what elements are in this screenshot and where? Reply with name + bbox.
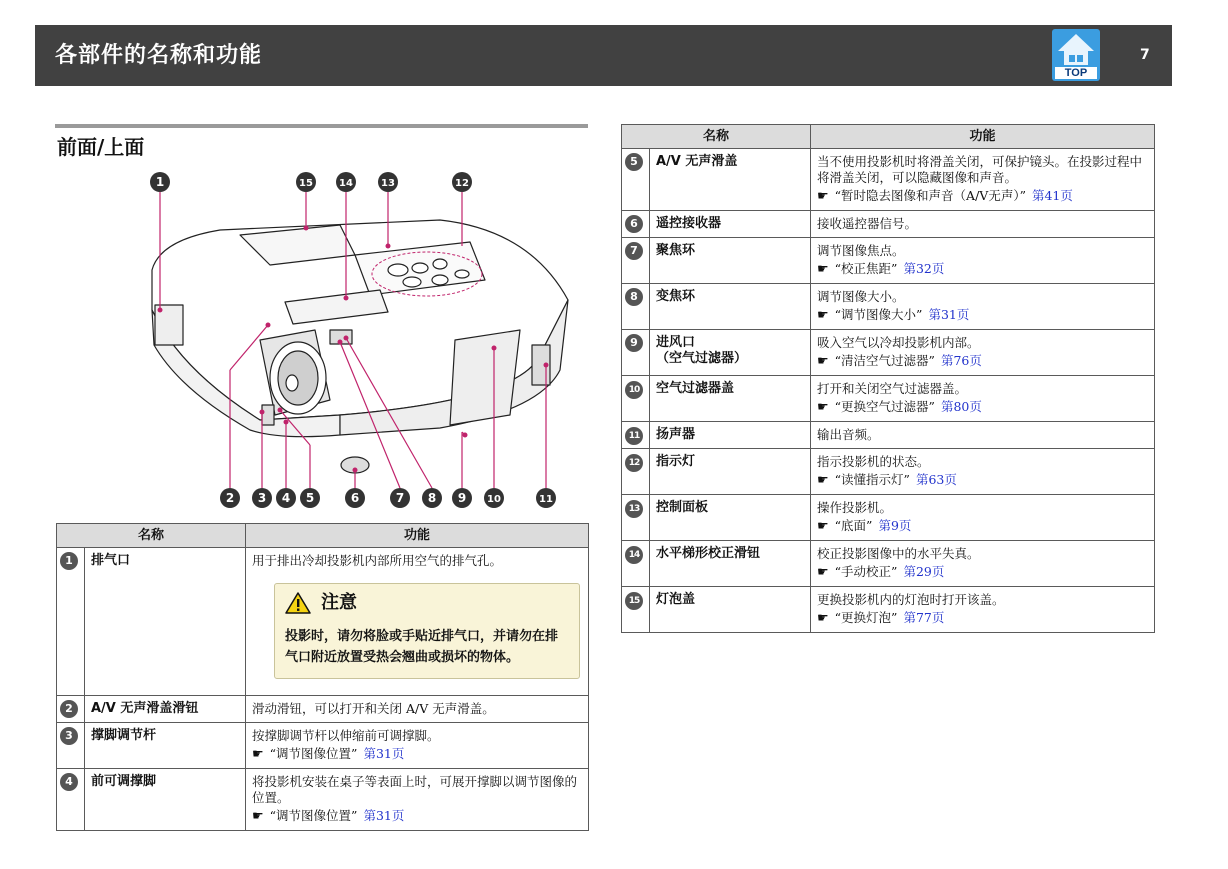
row-number: 8	[625, 288, 643, 306]
part-description: 调节图像焦点。	[817, 243, 905, 258]
caution-text: 投影时，请勿将脸或手贴近排气口，并请勿在排气口附近放置受热会翘曲或损坏的物体。	[285, 629, 559, 665]
caution-box	[274, 583, 580, 679]
table-row	[622, 330, 1155, 376]
page-link[interactable]: 第80页	[940, 399, 982, 414]
pointing-hand-icon: ☛	[817, 565, 829, 580]
column-header-function: 功能	[246, 524, 589, 548]
page-number: 7	[1140, 47, 1150, 63]
row-number: 7	[625, 242, 643, 260]
part-description: 滑动滑钮，可以打开和关闭 A/V 无声滑盖。	[252, 701, 495, 716]
reference-text: “更换空气过滤器”	[834, 399, 935, 414]
section-rule	[55, 124, 588, 128]
page-link[interactable]: 第63页	[915, 472, 957, 487]
table-row	[622, 211, 1155, 238]
pointing-hand-icon: ☛	[817, 519, 829, 534]
part-description: 更换投影机内的灯泡时打开该盖。	[817, 592, 1005, 607]
caution-title: 注意	[321, 592, 357, 613]
part-name: A/V 无声滑盖	[650, 149, 811, 211]
reference-text: “底面”	[834, 518, 873, 533]
part-description: 输出音频。	[817, 427, 880, 442]
callout-11: 11	[539, 494, 553, 505]
part-name: 控制面板	[650, 495, 811, 541]
row-number: 14	[625, 546, 643, 564]
table-row	[622, 284, 1155, 330]
callout-7: 7	[395, 491, 405, 505]
warning-icon	[285, 592, 311, 614]
pointing-hand-icon: ☛	[817, 611, 829, 626]
reference-text: “调节图像位置”	[269, 808, 358, 823]
part-name: 指示灯	[650, 449, 811, 495]
row-number: 4	[60, 773, 78, 791]
page-link[interactable]: 第32页	[903, 261, 945, 276]
part-name: 空气过滤器盖	[650, 376, 811, 422]
reference-text: “调节图像大小”	[834, 307, 923, 322]
row-number: 3	[60, 727, 78, 745]
projector-diagram	[140, 170, 570, 510]
part-description: 指示投影机的状态。	[817, 454, 930, 469]
top-label: TOP	[1064, 67, 1088, 79]
row-number: 13	[625, 500, 643, 518]
table-row	[57, 548, 589, 696]
callout-6: 6	[350, 491, 360, 505]
callout-13: 13	[381, 178, 395, 189]
pointing-hand-icon: ☛	[817, 473, 829, 488]
part-description: 接收遥控器信号。	[817, 216, 918, 231]
reference-text: “手动校正”	[834, 564, 898, 579]
part-name: A/V 无声滑盖滑钮	[85, 696, 246, 723]
part-name: 变焦环	[650, 284, 811, 330]
part-description: 按撑脚调节杆以伸缩前可调撑脚。	[252, 728, 440, 743]
part-name: 前可调撑脚	[85, 769, 246, 831]
part-name: 聚焦环	[650, 238, 811, 284]
part-name: 进风口	[656, 335, 696, 350]
callout-2: 2	[225, 491, 235, 505]
table-row	[57, 723, 589, 769]
column-header-name: 名称	[622, 125, 811, 149]
right-parts-table	[621, 124, 1155, 633]
page-link[interactable]: 第9页	[878, 518, 912, 533]
row-number: 6	[625, 215, 643, 233]
table-row	[622, 149, 1155, 211]
page-link[interactable]: 第31页	[928, 307, 970, 322]
callout-9: 9	[457, 491, 467, 505]
reference-text: “校正焦距”	[834, 261, 898, 276]
row-number: 2	[60, 700, 78, 718]
pointing-hand-icon: ☛	[817, 262, 829, 277]
reference-text: “读懂指示灯”	[834, 472, 910, 487]
page-title: 各部件的名称和功能	[55, 43, 263, 68]
pointing-hand-icon: ☛	[252, 747, 264, 762]
pointing-hand-icon: ☛	[252, 809, 264, 824]
page-link[interactable]: 第31页	[363, 808, 405, 823]
part-description: 打开和关闭空气过滤器盖。	[817, 381, 968, 396]
table-row	[57, 696, 589, 723]
part-description: 吸入空气以冷却投影机内部。	[817, 335, 980, 350]
page-link[interactable]: 第29页	[903, 564, 945, 579]
part-name: 排气口	[85, 548, 246, 696]
callout-3: 3	[257, 491, 267, 505]
table-row	[57, 769, 589, 831]
part-name: 水平梯形校正滑钮	[650, 541, 811, 587]
part-name: 扬声器	[650, 422, 811, 449]
pointing-hand-icon: ☛	[817, 354, 829, 369]
page-link[interactable]: 第31页	[363, 746, 405, 761]
page-link[interactable]: 第76页	[940, 353, 982, 368]
section-title: 前面/上面	[57, 135, 145, 159]
table-row	[622, 449, 1155, 495]
pointing-hand-icon: ☛	[817, 308, 829, 323]
part-name-note: （空气过滤器）	[656, 351, 748, 366]
page-link[interactable]: 第77页	[903, 610, 945, 625]
part-description: 将投影机安装在桌子等表面上时，可展开撑脚以调节图像的位置。	[252, 774, 578, 805]
table-row	[622, 238, 1155, 284]
row-number: 5	[625, 153, 643, 171]
reference-text: “更换灯泡”	[834, 610, 898, 625]
part-name: 灯泡盖	[650, 587, 811, 633]
reference-text: “清洁空气过滤器”	[834, 353, 935, 368]
part-name: 遥控接收器	[650, 211, 811, 238]
part-description: 操作投影机。	[817, 500, 893, 515]
table-row	[622, 495, 1155, 541]
column-header-function: 功能	[811, 125, 1155, 149]
part-description: 当不使用投影机时将滑盖关闭，可保护镜头。在投影过程中将滑盖关闭，可以隐藏图像和声音。	[817, 154, 1143, 185]
reference-text: “暂时隐去图像和声音（A/V无声）”	[834, 188, 1026, 203]
left-parts-table	[56, 523, 589, 831]
row-number: 12	[625, 454, 643, 472]
page-link[interactable]: 第41页	[1031, 188, 1073, 203]
row-number: 11	[625, 427, 643, 445]
callout-12: 12	[455, 178, 469, 189]
part-description: 用于排出冷却投影机内部所用空气的排气孔。	[252, 553, 503, 568]
column-header-name: 名称	[57, 524, 246, 548]
callout-1: 1	[155, 175, 165, 189]
callout-5: 5	[305, 491, 315, 505]
top-button[interactable]	[1052, 29, 1100, 81]
callout-15: 15	[299, 178, 313, 189]
reference-text: “调节图像位置”	[269, 746, 358, 761]
callout-4: 4	[281, 491, 291, 505]
part-description: 调节图像大小。	[817, 289, 905, 304]
row-number: 9	[625, 334, 643, 352]
callout-14: 14	[339, 178, 353, 189]
table-row	[622, 587, 1155, 633]
page-header	[35, 25, 1172, 86]
row-number: 15	[625, 592, 643, 610]
part-description: 校正投影图像中的水平失真。	[817, 546, 980, 561]
callout-8: 8	[427, 491, 437, 505]
row-number: 1	[60, 552, 78, 570]
table-row	[622, 541, 1155, 587]
pointing-hand-icon: ☛	[817, 189, 829, 204]
callout-10: 10	[487, 494, 501, 505]
table-row	[622, 422, 1155, 449]
pointing-hand-icon: ☛	[817, 400, 829, 415]
row-number: 10	[625, 381, 643, 399]
part-name: 撑脚调节杆	[85, 723, 246, 769]
table-row	[622, 376, 1155, 422]
